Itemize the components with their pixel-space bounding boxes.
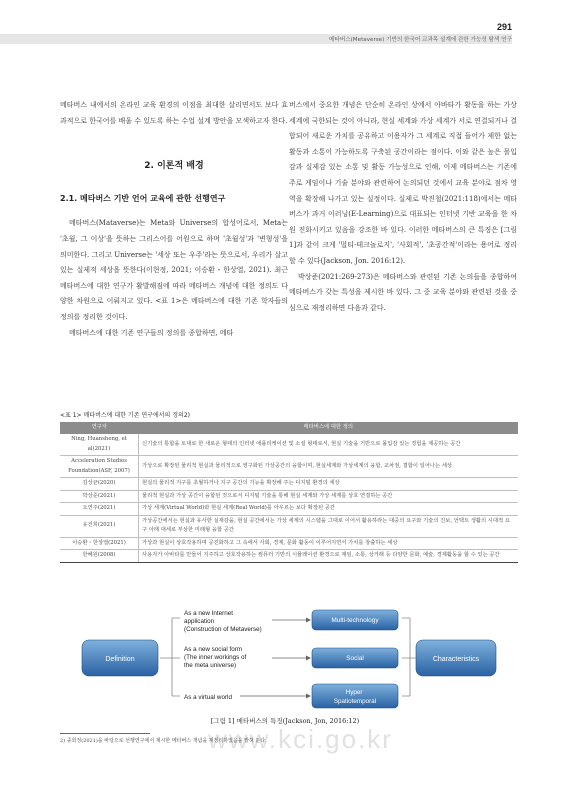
watermark: www.kci.go.kr — [208, 724, 393, 754]
running-title: 메타버스(Metaverse) 기반의 한국어 교과목 설계에 관한 가능성 탐색 연구 — [329, 37, 512, 43]
body-paragraph: 메타버스에 대한 기존 연구들의 정의를 종합하면, 메타 — [69, 328, 234, 337]
body-paragraph: 버스에서 중요한 개념은 단순히 온라인 상에서 아바타가 활동을 하는 가상 세계에 국한되는 것이 아니라, 현실 세계와 가상 세계가 서로 연결되거나 결합되어 새로운 가치를 공유하고 이용자가 그 세계로 직접 들어가 제한 없는 활동과 소통이 가능하도록 구축된 공간이라는 점이다. 이와 같은 높은 몰입감과 실제감 있는 소통 및 활동 가능성으로 인해, 이제 메타버스는 기존에 주로 게임이나 기술 분야와 관련하여 논의되던 것에서 교육 분야로 점차 영역을 확장해 나가고 있는 실정이다. 실제로 박진철(2021:118)에서는 메타버스가 과거 이러닝(E-Learning)으로 대표되는 인터넷 기반 교육을 한 차원 진화시키고 있음을 강조한 바 있다. 이러한 메타버스의 큰 특징은 [그림 1]과 같이 크게 '멀티-테크놀로지', '사회적', '초공간적'이라는 용어로 정리할 수 있다(Jackson, Jon. 2016:12). — [289, 101, 517, 265]
left-bracket — [160, 618, 180, 696]
definition-cell: 물리적 현실과 가상 공간이 융합된 것으로서 디지털 기술을 통해 현실 세계와 가상 세계를 상호 연결하는 공간 — [139, 490, 519, 503]
definition-table — [60, 422, 518, 563]
social-label: Social — [346, 655, 364, 662]
footnote: 2) 종희정(2021)을 바탕으로 선행연구에서 제시한 메타버스 개념을 재정리하였음을 밝혀 둔다. — [60, 738, 267, 744]
definition-cell: 가상으로 확장된 물리적 현실과 물리적으로 영구화된 가상공간의 융합이며, 현실세계와 가상세계의 융합, 교차점, 결합이 일어나는 세상 — [139, 456, 519, 478]
table-caption: <표 1> 메타버스에 대한 기존 연구에서의 정의2) — [60, 412, 191, 419]
subsection-heading: 2.1. 메타버스 기반 언어 교육에 관한 선행연구 — [60, 193, 226, 203]
multi-technology-label: Multi-technology — [331, 617, 379, 624]
author-cell: 김상균(2020) — [60, 478, 139, 491]
table-row — [60, 434, 518, 456]
left-column — [60, 98, 288, 341]
table-row — [60, 503, 518, 516]
table-row — [60, 456, 518, 478]
author-cell: 유진희(2021) — [60, 515, 139, 537]
definition-cell: 가상과 현실이 상호작용하며 공진화하고 그 속에서 사회, 경제, 문화 활동이 이루어지면서 가치를 창출하는 세상 — [139, 537, 519, 550]
definition-cell: 가상공간에서는 현실과 유사한 실재감을, 현실 공간에서는 가상 세계의 시스템을 그대로 이어서 활용하라는 대중의 요구와 기술의 진보, 언택트 생활의 시대적 요구 아래 대세로 부상한 미래형 융합 공간 — [139, 515, 519, 537]
definition-cell: 사용자가 아바타를 만들어 지주하고 상호작용하는 컴퓨터 기반의 시뮬레이션 환경으로 재임, 소통, 상거래 등 다양한 문화, 예술, 경제활동을 할 수 있는 공간 — [139, 550, 519, 563]
body-paragraph: 메타버스(Mataverse)는 Meta와 Universe의 합성어로서, Meta는 '초월, 그 이상'을 뜻하는 그리스어를 어원으로 하며 '초월성'과 '변형성'을 의미한다. 그리고 Universe는 '세상 또는 우주'라는 뜻으로서, 우리가 살고 있는 실제적 세상을 뜻한다(이현정, 2021; 이승환・한상열, 2021). 최근 메타버스에 대한 연구가 활발해짐에 따라 메타버스 개념에 대한 정의도 다양한 차원으로 이뤄지고 있다. <표 1>은 메타버스에 대한 기존 학자들의 정의를 정리한 것이다. — [60, 219, 288, 321]
definition-item-2: As a new social form (The inner workings of the meta universe) — [184, 646, 247, 669]
definition-cell: 현실의 물리적 지구를 초월하거나 지구 공간의 기능을 확장해 주는 디지털 환경의 세상 — [139, 478, 519, 491]
definition-item-3: As a virtual world — [184, 694, 232, 701]
hyper-spatiotemporal-label: Hyper Spatiotemporal — [333, 689, 377, 705]
right-bracket — [402, 618, 416, 696]
table-row — [60, 537, 518, 550]
author-cell: 박상준(2021) — [60, 490, 139, 503]
section-heading: 2. 이론적 배경 — [144, 161, 204, 172]
intro-paragraph: 메타버스 내에서의 온라인 교육 환경의 이점을 최대한 살리면서도 보다 효과적으로 한국어를 배울 수 있도록 하는 수업 설계 방안을 모색하고자 한다. — [60, 101, 288, 125]
figure-caption: [그림 1] 메타버스의 특징(Jackson, Jon, 2016:12) — [210, 717, 360, 725]
table-row — [60, 515, 518, 537]
body-paragraph: 박상준(2021:269-273)은 메타버스와 관련된 기존 논의들을 종합하여 메타버스가 갖는 특성을 제시한 바 있다. 그 중 교육 분야와 관련된 것을 중심으로 재정리하면 다음과 같다. — [289, 272, 517, 312]
author-cell: 이승환・한상열(2021) — [60, 537, 139, 550]
table-row — [60, 550, 518, 563]
definition-item-1: As a new Internet application (Construction of Metaverse) — [184, 610, 262, 633]
definition-cell: 가상 세계(Virtual World)와 현실 세계(Real World)를 아우르는 보다 확장된 공간 — [139, 503, 519, 516]
author-cell: Acceleration Studies Foundation(ASF, 2007) — [60, 456, 139, 478]
table-row — [60, 478, 518, 491]
table-row — [60, 490, 518, 503]
footnote-rule — [60, 733, 150, 734]
characteristics-label: Characteristics — [432, 656, 480, 663]
author-cell: 오연주(2021) — [60, 503, 139, 516]
definition-label: Definition — [105, 656, 135, 663]
author-cell: Ning, Huansheng, et al(2021) — [60, 434, 139, 456]
metaverse-characteristics-diagram — [80, 608, 500, 720]
right-column — [289, 98, 517, 316]
table-header-author: 연구자 — [60, 422, 139, 434]
definition-cell: 신기술의 통합을 토대로 한 새로운 형태의 인터넷 애플리케이션 및 소셜 형태로서, 현실 기술을 기반으로 몰입감 있는 경험을 제공하는 공간 — [139, 434, 519, 456]
author-cell: 한혜원(2008) — [60, 550, 139, 563]
page-number: 291 — [496, 22, 512, 32]
table-header-definition: 메타버스에 대한 정의 — [139, 422, 519, 434]
